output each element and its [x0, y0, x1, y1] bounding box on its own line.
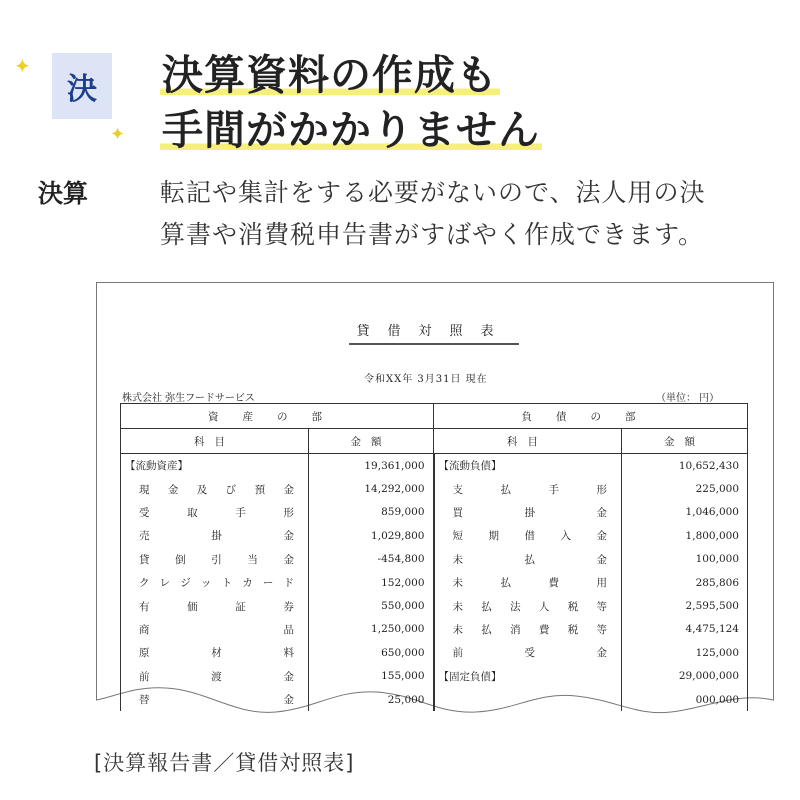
- table-row: [121, 594, 748, 617]
- item-char: 等: [596, 600, 607, 613]
- item-char: ー: [262, 577, 274, 590]
- item-char: び: [225, 483, 237, 496]
- item-cell: [434, 524, 622, 547]
- item-char: 取: [187, 506, 198, 519]
- item-cell: [434, 618, 622, 641]
- item-label: [125, 505, 304, 520]
- item-cell: [434, 477, 622, 500]
- item-char: 金: [596, 530, 607, 543]
- item-char: 金: [596, 553, 607, 566]
- item-char: 価: [187, 600, 198, 613]
- col-header-item: 科目: [434, 429, 622, 454]
- item-cell: [121, 548, 309, 571]
- item-char: 預: [254, 483, 266, 496]
- amount-cell: 125,000: [622, 641, 748, 664]
- item-label: [125, 575, 304, 590]
- amount-cell: 285,806: [622, 571, 748, 594]
- headline-line-2: [160, 106, 542, 154]
- item-char: カ: [242, 577, 253, 590]
- description: [160, 172, 790, 256]
- item-char: 金: [283, 483, 294, 496]
- item-char: 金: [283, 670, 294, 683]
- item-char: 掛: [524, 506, 535, 519]
- item-label: [439, 599, 618, 614]
- item-char: 前: [139, 670, 150, 683]
- item-char: 未: [452, 553, 463, 566]
- item-char: 形: [283, 506, 294, 519]
- table-row: [121, 688, 748, 711]
- amount-cell: 1,250,000: [309, 618, 434, 641]
- item-label: [439, 645, 618, 660]
- col-header-item: 科目: [121, 429, 309, 454]
- sparkle-icon: ✦: [110, 124, 126, 145]
- item-char: 金: [283, 694, 294, 707]
- item-label: [125, 669, 304, 684]
- item-char: 替: [139, 694, 150, 707]
- item-char: 証: [235, 600, 246, 613]
- item-char: 短: [452, 530, 463, 543]
- item-cell: [121, 641, 309, 664]
- item-char: 未: [452, 600, 463, 613]
- item-label: [439, 552, 618, 567]
- item-cell: [434, 641, 622, 664]
- item-label: [439, 622, 618, 637]
- item-char: 引: [211, 553, 222, 566]
- item-cell: [434, 501, 622, 524]
- amount-cell: 155,000: [309, 665, 434, 688]
- item-char: 受: [139, 506, 150, 519]
- item-cell: 【流動負債】: [434, 454, 622, 478]
- item-cell: [121, 688, 309, 711]
- item-char: ジ: [180, 577, 191, 590]
- item-cell: [121, 524, 309, 547]
- item-cell: [434, 548, 622, 571]
- item-char: ト: [221, 577, 233, 590]
- item-label: [439, 575, 618, 590]
- item-char: 費: [538, 623, 550, 636]
- sparkle-icon: ✦: [14, 54, 31, 78]
- item-label: [125, 552, 304, 567]
- item-cell: [434, 688, 622, 711]
- description-line-1: 転記や集計をする必要がないので、法人用の決: [160, 178, 706, 207]
- item-label: [125, 528, 304, 543]
- item-cell: [121, 665, 309, 688]
- item-char: 前: [452, 647, 463, 660]
- item-char: 払: [500, 577, 511, 590]
- amount-cell: 14,292,000: [309, 477, 434, 500]
- item-label: [125, 599, 304, 614]
- item-cell: [121, 618, 309, 641]
- item-char: 料: [283, 647, 294, 660]
- table-row: [121, 524, 748, 547]
- item-char: 品: [283, 623, 294, 636]
- company-name: 株式会社 弥生フードサービス: [122, 393, 255, 404]
- item-char: 金: [167, 483, 179, 496]
- table-row: [121, 571, 748, 594]
- amount-cell: 000,000: [622, 688, 748, 711]
- col-header-amount: 金額: [309, 429, 434, 454]
- balance-sheet-document: [96, 282, 774, 722]
- item-char: 金: [596, 647, 607, 660]
- item-char: 買: [452, 506, 463, 519]
- item-char: 税: [567, 623, 579, 636]
- item-char: 金: [283, 553, 294, 566]
- item-cell: [121, 571, 309, 594]
- amount-cell: 1,046,000: [622, 501, 748, 524]
- item-char: 人: [538, 600, 550, 613]
- item-char: 消: [510, 623, 521, 636]
- figure-caption: [決算報告書／貸借対照表]: [94, 751, 355, 775]
- amount-cell: 10,652,430: [622, 454, 748, 478]
- item-char: 原: [139, 647, 150, 660]
- item-label: [125, 622, 304, 637]
- item-cell: [121, 594, 309, 617]
- amount-cell: 1,800,000: [622, 524, 748, 547]
- document-title: 貸借対照表: [349, 320, 519, 345]
- amount-cell: 4,475,124: [622, 618, 748, 641]
- item-char: 売: [139, 530, 150, 543]
- item-char: 払: [500, 483, 511, 496]
- item-cell: [121, 501, 309, 524]
- item-label: [125, 482, 304, 497]
- item-char: 借: [524, 530, 535, 543]
- item-char: 受: [524, 647, 535, 660]
- item-char: 期: [488, 530, 499, 543]
- item-char: 現: [139, 483, 150, 496]
- item-char: 法: [510, 600, 521, 613]
- item-label: [125, 692, 304, 707]
- item-char: ド: [283, 577, 294, 590]
- category-badge: [52, 53, 112, 119]
- amount-cell: 29,000,000: [622, 665, 748, 688]
- col-header-amount: 金額: [622, 429, 748, 454]
- headline-text-2: 手間がかかりません: [162, 106, 540, 154]
- item-char: 貸: [139, 553, 150, 566]
- item-char: 未: [452, 623, 463, 636]
- item-char: 商: [139, 623, 150, 636]
- item-char: 券: [283, 600, 294, 613]
- item-cell: 【流動資産】: [121, 454, 309, 478]
- item-cell: 【固定負債】: [434, 665, 622, 688]
- item-char: 税: [567, 600, 579, 613]
- item-char: 手: [235, 506, 246, 519]
- item-char: 材: [211, 647, 222, 660]
- balance-sheet-body: [121, 454, 748, 712]
- table-row: [121, 641, 748, 664]
- amount-cell: 152,000: [309, 571, 434, 594]
- item-char: レ: [159, 577, 171, 590]
- item-char: 支: [452, 483, 463, 496]
- item-char: 及: [196, 483, 208, 496]
- item-label: [439, 528, 618, 543]
- category-label: 決算: [38, 179, 89, 208]
- item-label: [439, 482, 618, 497]
- amount-cell: 25,000: [309, 688, 434, 711]
- item-char: 入: [560, 530, 571, 543]
- item-char: 倒: [175, 553, 186, 566]
- item-char: 払: [524, 553, 535, 566]
- amount-cell: 2,595,500: [622, 594, 748, 617]
- item-cell: [434, 594, 622, 617]
- item-char: 掛: [211, 530, 222, 543]
- item-label: [439, 505, 618, 520]
- table-row: [121, 454, 748, 478]
- amount-cell: 225,000: [622, 477, 748, 500]
- item-char: 形: [596, 483, 607, 496]
- item-char: 等: [596, 623, 607, 636]
- liabilities-section-header: 負債の部: [434, 404, 748, 429]
- balance-sheet-table: [120, 403, 748, 711]
- headline-line-1: [160, 51, 500, 99]
- item-char: 当: [247, 553, 258, 566]
- table-row: [121, 548, 748, 571]
- headline-text-1: 決算資料の作成も: [162, 51, 498, 99]
- item-cell: [434, 571, 622, 594]
- amount-cell: 1,029,800: [309, 524, 434, 547]
- description-line-2: 算書や消費税申告書がすばやく作成できます。: [160, 220, 705, 249]
- amount-cell: 859,000: [309, 501, 434, 524]
- table-row: [121, 477, 748, 500]
- document-date: 令和XX年 3月31日 現在: [364, 374, 488, 385]
- item-char: ッ: [200, 577, 212, 590]
- amount-cell: 550,000: [309, 594, 434, 617]
- item-cell: [121, 477, 309, 500]
- item-char: 手: [548, 483, 559, 496]
- amount-cell: -454,800: [309, 548, 434, 571]
- amount-cell: 19,361,000: [309, 454, 434, 478]
- table-row: [121, 665, 748, 688]
- item-char: 渡: [211, 670, 222, 683]
- item-char: 払: [481, 623, 492, 636]
- item-char: 未: [452, 577, 463, 590]
- item-char: 金: [596, 506, 607, 519]
- item-char: 払: [481, 600, 492, 613]
- assets-section-header: 資産の部: [121, 404, 434, 429]
- item-char: 費: [548, 577, 559, 590]
- amount-cell: 650,000: [309, 641, 434, 664]
- item-char: 金: [283, 530, 294, 543]
- item-label: [125, 645, 304, 660]
- item-char: 有: [139, 600, 150, 613]
- item-char: ク: [139, 577, 150, 590]
- unit-label: （単位： 円）: [656, 393, 720, 404]
- badge-char: 決: [67, 72, 97, 107]
- table-row: [121, 618, 748, 641]
- item-char: 用: [596, 577, 607, 590]
- table-row: [121, 501, 748, 524]
- amount-cell: 100,000: [622, 548, 748, 571]
